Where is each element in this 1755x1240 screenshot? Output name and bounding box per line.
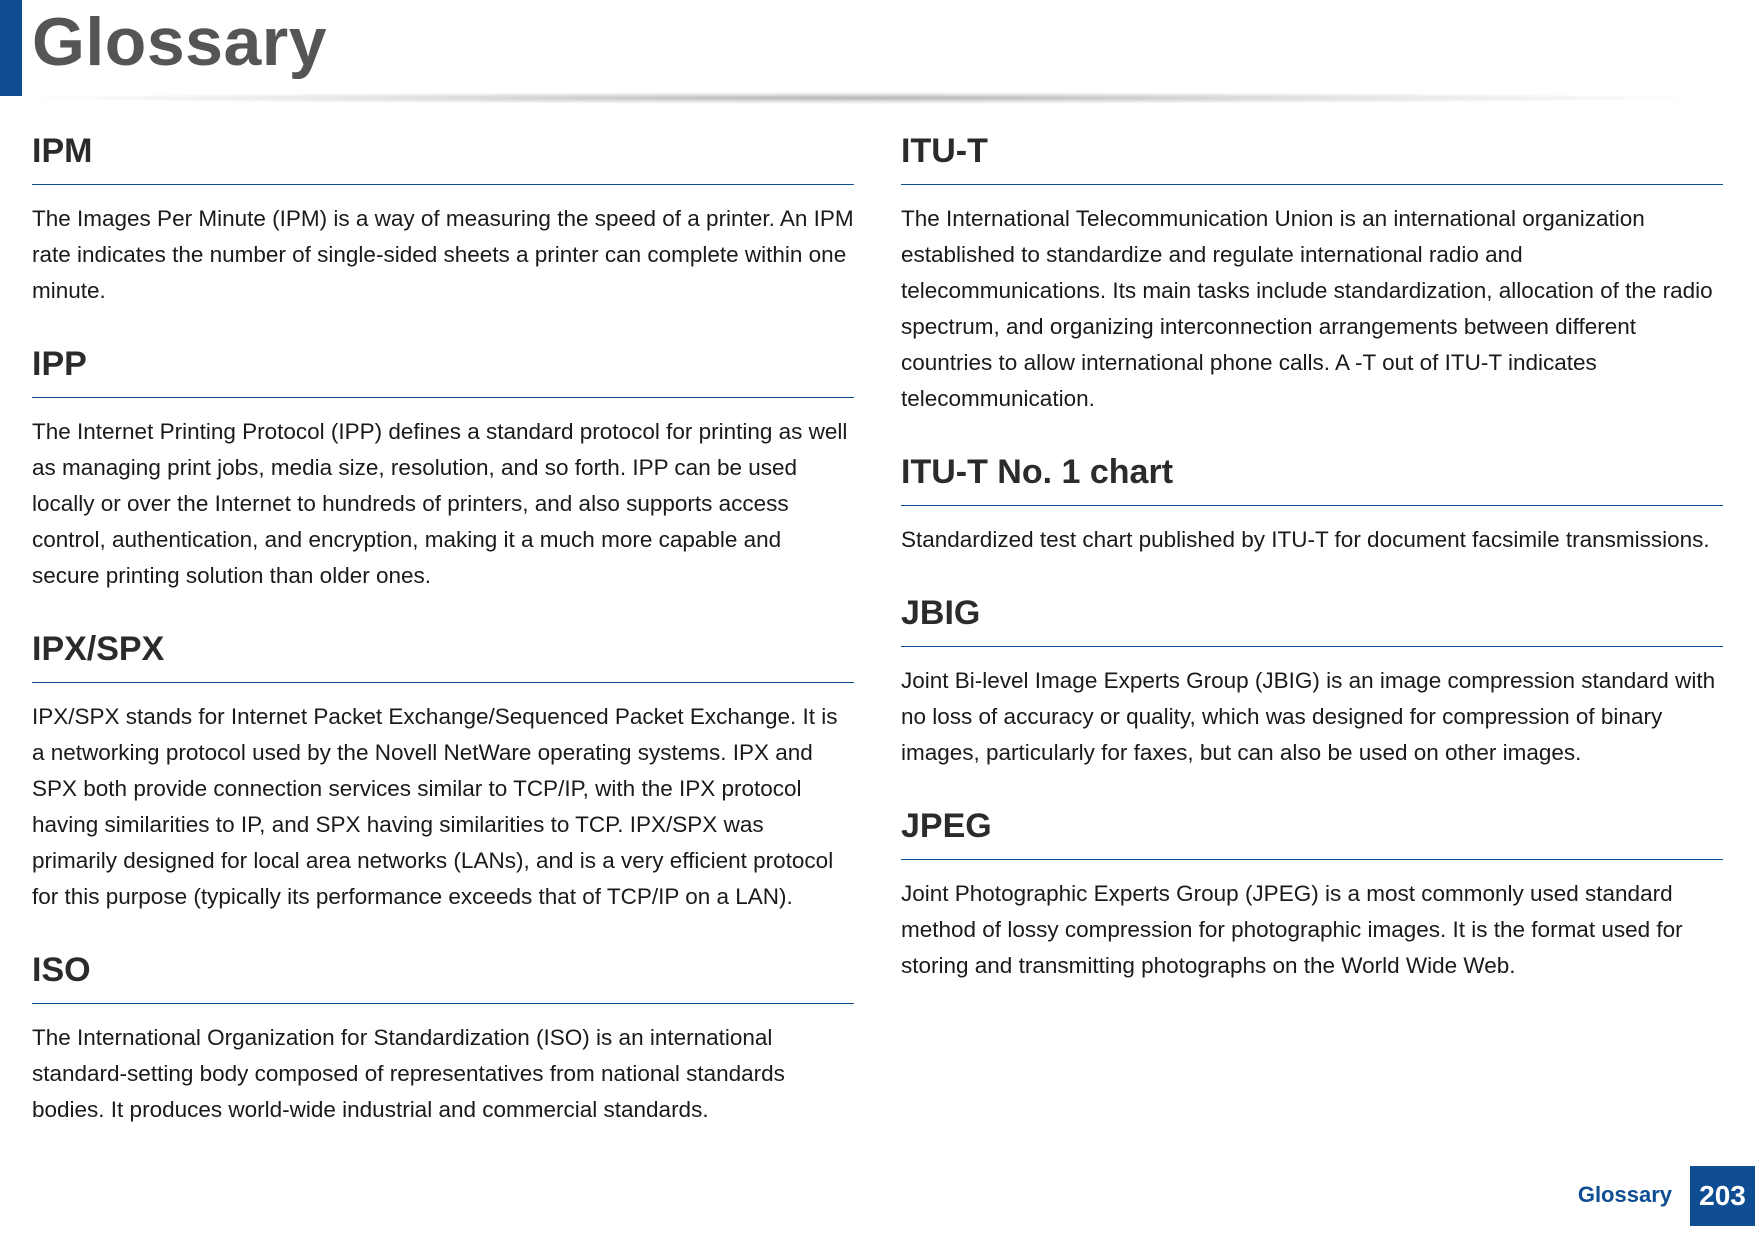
- glossary-term: ITU-T No. 1 chart: [901, 451, 1723, 506]
- glossary-entry-ipx-spx: [32, 628, 854, 915]
- glossary-definition: The International Organization for Standardization (ISO) is an international standard-setting body composed of representatives from national standards bodies. It produces world-wide industrial and commercial standards.: [32, 1025, 785, 1122]
- right-column: [901, 130, 1723, 1018]
- glossary-entry-ipp: [32, 343, 854, 594]
- glossary-term: IPX/SPX: [32, 628, 854, 683]
- left-column: [32, 130, 854, 1162]
- page-number-badge: 203: [1690, 1166, 1755, 1226]
- footer-section-label: Glossary: [1577, 1182, 1672, 1207]
- glossary-term: IPM: [32, 130, 854, 185]
- glossary-definition: The Internet Printing Protocol (IPP) defines a standard protocol for printing as well as managing print jobs, media size, resolution, and so forth. IPP can be used locally or over the Internet to hundreds of printers, and also supports access control, authentication, and encryption, making it a much more capable and secure printing solution than older ones.: [32, 419, 848, 588]
- title-divider-shadow: [30, 92, 1690, 104]
- glossary-term: ISO: [32, 949, 854, 1004]
- glossary-definition: The International Telecommunication Union is an international organization established to standardize and regulate international radio and telecommunications. Its main tasks include standardization, allocation of the radio spectrum, and organizing interconnection arrangements between different countries to allow international phone calls. A -T out of ITU-T indicates telecommunication.: [901, 206, 1713, 411]
- glossary-entry-jbig: [901, 592, 1723, 771]
- glossary-definition: Joint Photographic Experts Group (JPEG) is a most commonly used standard method of lossy compression for photographic images. It is the format used for storing and transmitting photographs on the World Wide Web.: [901, 881, 1683, 978]
- glossary-entry-itu-t: [901, 130, 1723, 417]
- glossary-entry-iso: [32, 949, 854, 1128]
- glossary-term: ITU-T: [901, 130, 1723, 185]
- glossary-definition: Standardized test chart published by ITU-T for document facsimile transmissions.: [901, 527, 1710, 552]
- glossary-term: JBIG: [901, 592, 1723, 647]
- page-title: Glossary: [32, 4, 328, 80]
- glossary-definition: Joint Bi-level Image Experts Group (JBIG) is an image compression standard with no loss of accuracy or quality, which was designed for compression of binary images, particularly for faxes, but can also be used on other images.: [901, 668, 1716, 765]
- glossary-term: IPP: [32, 343, 854, 398]
- glossary-term: JPEG: [901, 805, 1723, 860]
- glossary-definition: IPX/SPX stands for Internet Packet Exchange/Sequenced Packet Exchange. It is a networking protocol used by the Novell NetWare operating systems. IPX and SPX both provide connection services similar to TCP/IP, with the IPX protocol having similarities to IP, and SPX having similarities to TCP. IPX/SPX was primarily designed for local area networks (LANs), and is a very efficient protocol for this purpose (typically its performance exceeds that of TCP/IP on a LAN).: [32, 704, 838, 909]
- glossary-entry-jpeg: [901, 805, 1723, 984]
- header-accent-bar: [0, 0, 22, 96]
- glossary-entry-itu-t-no1-chart: [901, 451, 1723, 558]
- glossary-entry-ipm: [32, 130, 854, 309]
- glossary-definition: The Images Per Minute (IPM) is a way of measuring the speed of a printer. An IPM rate indicates the number of single-sided sheets a printer can complete within one minute.: [32, 206, 854, 303]
